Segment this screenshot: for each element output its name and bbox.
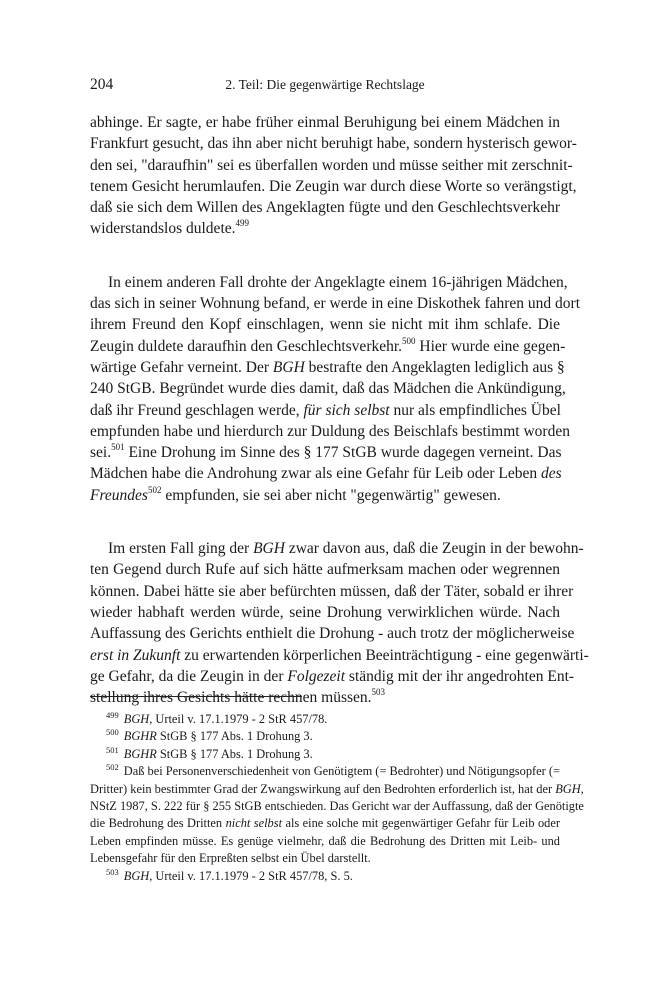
footnote-separator bbox=[90, 696, 302, 697]
p2-line-4 bbox=[90, 335, 566, 357]
p2-line-11-b: empfunden, sie sei aber nicht "gegenwärtig" gewesen. bbox=[161, 486, 501, 504]
footnotes bbox=[90, 709, 584, 885]
p2-line-11 bbox=[90, 485, 560, 506]
p1-line-4: tenem Gesicht herumlaufen. Die Zeugin war durch diese Worte so verängstigt, bbox=[90, 177, 577, 195]
p3-line-8-a: stellung ihres Gesichts hätte rechnen müssen. bbox=[90, 689, 372, 707]
footnote-cite: BGH bbox=[555, 781, 581, 796]
p1-line-6 bbox=[90, 218, 560, 239]
p3-line-7-a: ge Gefahr, da die Zeugin in der bbox=[90, 667, 288, 685]
p3-line-1-a: Im ersten Fall ging der bbox=[108, 540, 254, 558]
footnote-499 bbox=[90, 711, 560, 728]
p3-line-1 bbox=[90, 538, 584, 559]
emphasis-des: des bbox=[541, 465, 562, 483]
footnote-503 bbox=[90, 868, 560, 885]
footnote-502-line-6: Lebensgefahr für den Erpreßten selbst ein Übel darstellt. bbox=[90, 851, 371, 866]
court-name-bgh: BGH bbox=[253, 540, 285, 558]
p2-line-5-a: wärtige Gefahr verneint. Der bbox=[90, 358, 273, 376]
p2-line-8: empfunden habe und hierdurch zur Duldung des Beischlafs bestimmt worden bbox=[90, 422, 570, 440]
footnote-text: Dritter) kein bestimmter Grad der Zwangswirkung auf den Bedrohten erforderlich ist, hat der bbox=[90, 781, 556, 796]
footnote-text: die Bedrohung des Dritten bbox=[90, 816, 226, 831]
footnote-text: , Urteil v. 17.1.1979 - 2 StR 457/78. bbox=[149, 712, 328, 726]
footnote-ref-503[interactable]: 503 bbox=[371, 686, 386, 697]
footnote-ref-501[interactable]: 501 bbox=[111, 442, 125, 452]
p2-line-5-b: bestrafte den Angeklagten lediglich aus § bbox=[304, 358, 565, 376]
p1-line-2: Frankfurt gesucht, das ihn aber nicht beruhigt habe, sondern hysterisch gewor- bbox=[90, 135, 577, 153]
p2-line-7-a: daß ihr Freund geschlagen werde, bbox=[90, 401, 304, 419]
p1-line-3 bbox=[90, 155, 573, 176]
p1-line-6-text: widerstandslos duldete. bbox=[90, 220, 236, 238]
p3-line-6 bbox=[90, 645, 589, 666]
footnote-text: StGB § 177 Abs. 1 Drohung 3. bbox=[156, 746, 313, 761]
p3-line-2: ten Gegend durch Rufe auf sich hätte aufmerksam machen oder wegrennen bbox=[90, 561, 560, 579]
footnote-text: StGB § 177 Abs. 1 Drohung 3. bbox=[156, 729, 313, 744]
footnote-emphasis: nicht selbst bbox=[225, 816, 283, 831]
p2-line-2: das sich in seiner Wohnung befand, er werde in eine Diskothek fahren und dort bbox=[90, 295, 581, 313]
p3-line-3: können. Dabei hätte sie aber befürchten müssen, daß der Täter, sobald er ihrer bbox=[90, 582, 574, 600]
footnote-cite: BGH bbox=[123, 712, 150, 726]
emphasis-freundes: Freundes bbox=[90, 486, 148, 504]
footnote-number: 501 bbox=[106, 744, 119, 755]
p2-line-5 bbox=[90, 357, 565, 378]
p2-line-9 bbox=[90, 442, 560, 463]
footnote-501 bbox=[90, 746, 560, 763]
main-text bbox=[90, 112, 589, 708]
page-number: 204 bbox=[90, 76, 114, 93]
p1-line-1: abhinge. Er sagte, er habe früher einmal Beruhigung bei einem Mädchen in bbox=[90, 114, 560, 131]
paragraph-gap bbox=[90, 506, 560, 538]
p3-line-8 bbox=[90, 687, 560, 708]
p2-line-6: 240 StGB. Begründet wurde dies damit, daß das Mädchen die Ankündigung, bbox=[90, 380, 566, 398]
footnote-502-line-1 bbox=[90, 763, 560, 780]
p3-line-7 bbox=[90, 666, 575, 687]
p2-line-4-b: Hier wurde eine gegen- bbox=[415, 337, 566, 355]
footnote-ref-499[interactable]: 499 bbox=[235, 218, 250, 229]
p2-line-10 bbox=[90, 463, 560, 484]
footnote-ref-502[interactable]: 502 bbox=[147, 484, 162, 495]
footnote-text: Daß bei Personenverschiedenheit von Genötigtem (= Bedrohter) und Nötigungsopfer (= bbox=[123, 764, 560, 779]
footnote-ref-500[interactable]: 500 bbox=[402, 335, 416, 346]
footnote-text: , bbox=[580, 781, 584, 796]
running-head: 2. Teil: Die gegenwärtige Rechtslage bbox=[225, 77, 425, 92]
p2-line-9-b: Eine Drohung im Sinne des § 177 StGB wurde dagegen verneint. Das bbox=[124, 444, 562, 462]
p2-line-3: ihrem Freund den Kopf einschlagen, wenn sie nicht mit ihm schlafe. Die bbox=[90, 316, 560, 334]
p3-line-5: Auffassung des Gerichts enthielt die Drohung - auch trotz der möglicherweise bbox=[90, 625, 575, 643]
p2-line-7 bbox=[90, 400, 560, 421]
p1-line-5: daß sie sich dem Willen des Angeklagten fügte und den Geschlechtsverkehr bbox=[90, 199, 560, 217]
p1-line-3-text: den sei, "daraufhin" sei es überfallen worden und müsse seither mit zerschnit- bbox=[90, 156, 573, 174]
p3-line-4: wieder habhaft werden würde, seine Drohung verwirklichen würde. Nach bbox=[90, 603, 560, 621]
footnote-502-line-5: Leben empfinden müsse. Es genüge vielmehr, daß die Bedrohung des Dritten mit Leib- und bbox=[90, 833, 560, 848]
p3-line-6-b: zu erwartenden körperlichen Beeinträchtigung - eine gegenwärti- bbox=[180, 646, 589, 664]
footnote-cite: BGHR bbox=[123, 746, 157, 761]
court-name-bgh: BGH bbox=[272, 358, 305, 376]
footnote-502-line-2 bbox=[90, 781, 584, 798]
page-header bbox=[90, 76, 560, 96]
paragraph-gap bbox=[90, 240, 560, 272]
p2-line-7-b: nur als empfindliches Übel bbox=[389, 401, 561, 419]
p3-line-7-b: ständig mit der ihr angedrohten Ent- bbox=[345, 667, 575, 685]
p2-line-4-a: Zeugin duldete daraufhin den Geschlechtsverkehr. bbox=[90, 337, 403, 355]
footnote-number: 500 bbox=[106, 727, 119, 738]
footnote-text: , Urteil v. 17.1.1979 - 2 StR 457/78, S. 5. bbox=[149, 868, 353, 883]
footnote-502-line-3: NStZ 1987, S. 222 für § 255 StGB entschieden. Das Gericht war der Auffassung, daß der Genötigte bbox=[90, 799, 584, 814]
p2-line-1: In einem anderen Fall drohte der Angeklagte einem 16-jährigen Mädchen, bbox=[108, 273, 568, 291]
footnote-502-line-4 bbox=[90, 815, 560, 832]
footnote-number: 503 bbox=[106, 866, 119, 877]
p2-line-9-a: sei. bbox=[90, 444, 112, 462]
p2-line-10-a: Mädchen habe die Androhung zwar als eine Gefahr für Leib oder Leben bbox=[90, 465, 542, 483]
footnote-text: als eine solche mit gegenwärtiger Gefahr für Leib oder bbox=[282, 816, 560, 831]
footnote-cite: BGHR bbox=[123, 729, 157, 744]
p3-line-1-b: zwar davon aus, daß die Zeugin in der bewohn- bbox=[284, 540, 584, 558]
footnote-number: 499 bbox=[106, 709, 119, 720]
emphasis-fuer-sich-selbst: für sich selbst bbox=[303, 401, 390, 419]
emphasis-erst-in-zukunft: erst in Zukunft bbox=[90, 646, 181, 664]
footnote-cite: BGH bbox=[123, 868, 150, 883]
footnote-500 bbox=[90, 728, 560, 745]
emphasis-folgezeit: Folgezeit bbox=[287, 667, 346, 685]
footnote-number: 502 bbox=[106, 762, 119, 773]
